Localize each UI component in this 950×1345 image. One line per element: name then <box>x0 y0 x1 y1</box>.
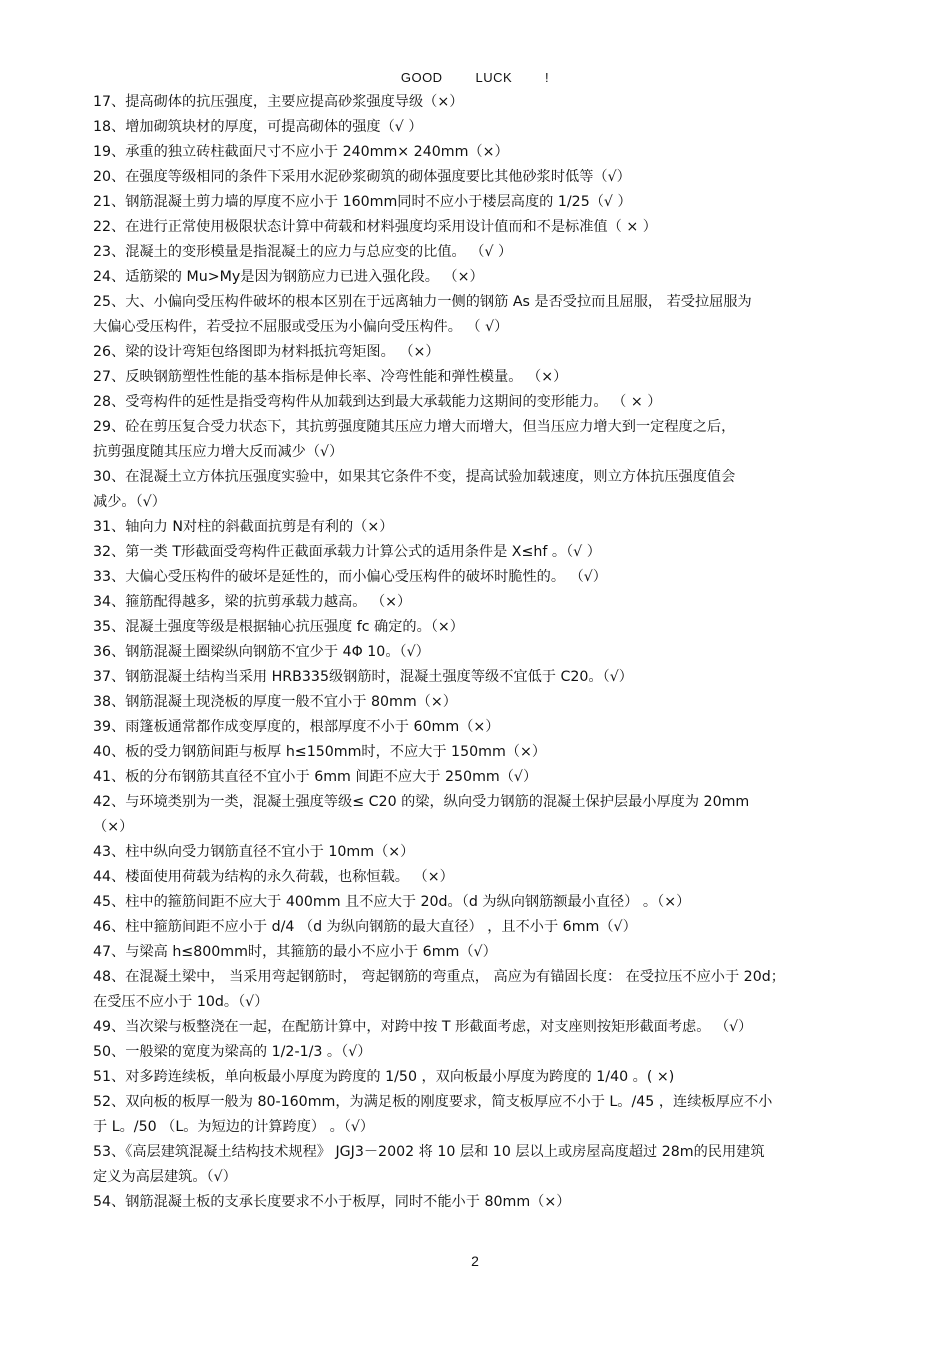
question-line: 31、轴向力 N对柱的斜截面抗剪是有利的（×） <box>93 519 394 535</box>
question-line: 大偏心受压构件，若受拉不屈服或受压为小偏向受压构件。 （ √） <box>93 319 509 335</box>
question-line: 23、混凝土的变形模量是指混凝土的应力与总应变的比值。 （√ ） <box>93 244 513 260</box>
page-number: 2 <box>471 1253 479 1269</box>
question-line: 36、钢筋混凝土圈梁纵向钢筋不宜少于 4Φ 10。（√） <box>93 644 430 660</box>
question-line: 25、大、小偏向受压构件破坏的根本区别在于远离轴力一侧的钢筋 As 是否受拉而且屈服， 若受拉屈服为 <box>93 294 752 310</box>
question-line: 30、在混凝土立方体抗压强度实验中，如果其它条件不变，提高试验加载速度，则立方体抗压强度值会 <box>93 469 736 485</box>
question-line: 42、与环境类别为一类，混凝土强度等级≤ C20 的梁，纵向受力钢筋的混凝土保护层最小厚度为 20mm <box>93 794 750 810</box>
question-line: 43、柱中纵向受力钢筋直径不宜小于 10mm（×） <box>93 844 415 860</box>
question-line: 35、混凝土强度等级是根据轴心抗压强度 fc 确定的。（×） <box>93 619 464 635</box>
question-line: 18、增加砌筑块材的厚度，可提高砌体的强度（√ ） <box>93 119 423 135</box>
question-line: 54、钢筋混凝土板的支承长度要求不小于板厚，同时不能小于 80mm（×） <box>93 1194 571 1210</box>
question-line: （×） <box>93 819 134 835</box>
question-line: 49、当次梁与板整浇在一起，在配筋计算中，对跨中按 T 形截面考虑，对支座则按矩形截面考虑。 （√） <box>93 1019 753 1035</box>
question-line: 48、在混凝土梁中， 当采用弯起钢筋时， 弯起钢筋的弯重点， 高应为有锚固长度： 在受拉压不应小于 20d； <box>93 969 785 985</box>
question-line: 抗剪强度随其压应力增大反而减少（√） <box>93 444 344 460</box>
question-line: 19、承重的独立砖柱截面尺寸不应小于 240mm× 240mm（×） <box>93 144 509 160</box>
question-line: 51、对多跨连续板，单向板最小厚度为跨度的 1/50 ，双向板最小厚度为跨度的 1/40 。( ×) <box>93 1069 675 1085</box>
question-line: 45、柱中的箍筋间距不应大于 400mm 且不应大于 20d。（d 为纵向钢筋额最小直径） 。（×） <box>93 894 691 910</box>
question-line: 38、钢筋混凝土现浇板的厚度一般不宜小于 80mm（×） <box>93 694 457 710</box>
question-line: 53、《高层建筑混凝土结构技术规程》 JGJ3－2002 将 10 层和 10 层以上或房屋高度超过 28m的民用建筑 <box>93 1144 765 1160</box>
question-line: 41、板的分布钢筋其直径不宜小于 6mm 间距不应大于 250mm（√） <box>93 769 538 785</box>
question-line: 44、楼面使用荷载为结构的永久荷载，也称恒载。 （×） <box>93 869 454 885</box>
question-line: 37、钢筋混凝土结构当采用 HRB335级钢筋时，混凝土强度等级不宜低于 C20。（√） <box>93 669 633 685</box>
question-line: 21、钢筋混凝土剪力墙的厚度不应小于 160mm同时不应小于楼层高度的 1/25（√ ） <box>93 194 632 210</box>
question-line: 33、大偏心受压构件的破坏是延性的，而小偏心受压构件的破坏时脆性的。 （√） <box>93 569 607 585</box>
question-line: 减少。（√） <box>93 494 166 510</box>
question-line: 在受压不应小于 10d。（√） <box>93 994 269 1010</box>
question-line: 40、板的受力钢筋间距与板厚 h≤150mm时，不应大于 150mm（×） <box>93 744 547 760</box>
question-list <box>93 90 858 1215</box>
question-line: 32、第一类 T形截面受弯构件正截面承载力计算公式的适用条件是 X≤hf 。（√ ） <box>93 544 601 560</box>
question-line: 39、雨篷板通常都作成变厚度的，根部厚度不小于 60mm（×） <box>93 719 500 735</box>
question-line: 47、与梁高 h≤800mm时，其箍筋的最小不应小于 6mm（√） <box>93 944 497 960</box>
question-line: 52、双向板的板厚一般为 80-160mm，为满足板的刚度要求，简支板厚应不小于 L。/45 ，连续板厚应不小 <box>93 1094 773 1110</box>
question-line: 22、在进行正常使用极限状态计算中荷载和材料强度均采用设计值而和不是标准值（ × ） <box>93 219 657 235</box>
question-line: 定义为高层建筑。（√） <box>93 1169 237 1185</box>
question-line: 28、受弯构件的延性是指受弯构件从加载到达到最大承载能力这期间的变形能力。 （ × ） <box>93 394 662 410</box>
question-line: 20、在强度等级相同的条件下采用水泥砂浆砌筑的砌体强度要比其他砂浆时低等（√） <box>93 169 631 185</box>
question-line: 50、一般梁的宽度为梁高的 1/2-1/3 。（√） <box>93 1044 372 1060</box>
page-header: GOOD LUCK ! <box>400 70 550 85</box>
question-line: 27、反映钢筋塑性性能的基本指标是伸长率、冷弯性能和弹性模量。 （×） <box>93 369 568 385</box>
question-line: 46、柱中箍筋间距不应小于 d/4 （d 为纵向钢筋的最大直径） ，且不小于 6mm（√） <box>93 919 637 935</box>
question-line: 于 L。/50 （L。为短边的计算跨度） 。（√） <box>93 1119 375 1135</box>
question-line: 34、箍筋配得越多，梁的抗剪承载力越高。 （×） <box>93 594 412 610</box>
question-line: 24、适筋梁的 Mu>My是因为钢筋应力已进入强化段。 （×） <box>93 269 484 285</box>
question-line: 29、砼在剪压复合受力状态下，其抗剪强度随其压应力增大而增大，但当压应力增大到一定程度之后， <box>93 419 736 435</box>
question-line: 26、梁的设计弯矩包络图即为材料抵抗弯矩图。 （×） <box>93 344 440 360</box>
question-line: 17、提高砌体的抗压强度，主要应提高砂浆强度导级（×） <box>93 94 464 110</box>
